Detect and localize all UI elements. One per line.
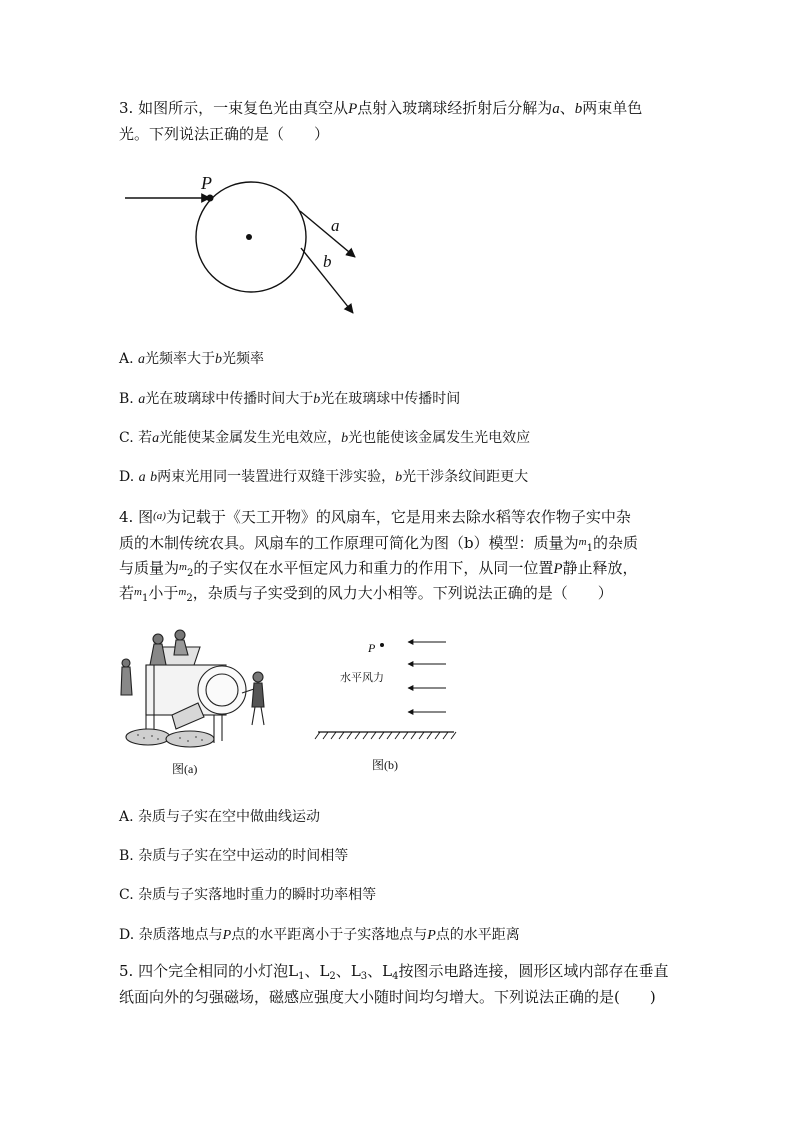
- fig-b-wind-label: 水平风力: [340, 671, 384, 684]
- q4-option-d[interactable]: D. 杂质落地点与P点的水平距离小于子实落地点与P点的水平距离: [119, 927, 520, 943]
- fig-a-winnowing-machine-illustration: [118, 625, 268, 750]
- q3-option-c[interactable]: C. 若a光能使某金属发生光电效应，b光也能使该金属发生光电效应: [119, 430, 531, 446]
- q4-option-b[interactable]: B. 杂质与子实在空中运动的时间相等: [119, 848, 349, 864]
- sphere-center-dot: [246, 234, 252, 240]
- q4-stem-line2: 质的木制传统农具。风扇车的工作原理可简化为图（b）模型：质量为$^m_1$的杂质: [119, 534, 638, 554]
- q3-option-b[interactable]: B. a光在玻璃球中传播时间大于b光在玻璃球中传播时间: [119, 391, 461, 407]
- fig-b-wind-model-diagram: [312, 628, 462, 743]
- ground-hatching: [315, 732, 456, 739]
- fig-b-caption: 图(b): [372, 758, 398, 772]
- q5-stem-line1: 5. 四个完全相同的小灯泡$L_1$、$L_2$、$L_3$、$L_4$按图示电路连接，圆形区域内部存在垂直: [119, 962, 669, 982]
- q3-option-a[interactable]: A. a光频率大于b光频率: [119, 351, 265, 367]
- q4-stem-line1: 4. 图$^{(a)}$为记载于《天工开物》的风扇车，它是用来去除水稻等农作物子实中杂: [119, 508, 631, 526]
- q3-stem-line2: 光。下列说法正确的是（ ）: [119, 125, 330, 143]
- q4-stem-line4: 若$^m_1$小于$^m_2$，杂质与子实受到的风力大小相等。下列说法正确的是（ ）: [119, 584, 613, 604]
- fig-b-label-p: P: [368, 641, 376, 655]
- ray-a: [300, 211, 355, 257]
- label-b: b: [323, 252, 332, 271]
- point-p-dot: [207, 195, 214, 202]
- q5-stem-line2: 纸面向外的匀强磁场，磁感应强度大小随时间均匀增大。下列说法正确的是( ): [119, 988, 656, 1006]
- label-p: P: [201, 173, 212, 193]
- q4-option-c[interactable]: C. 杂质与子实落地时重力的瞬时功率相等: [119, 887, 377, 903]
- fig-a-caption: 图(a): [172, 762, 198, 776]
- q3-refraction-diagram: [115, 165, 375, 325]
- q4-option-a[interactable]: A. 杂质与子实在空中做曲线运动: [119, 809, 321, 825]
- label-a: a: [331, 216, 340, 235]
- q4-stem-line3: 与质量为$^m_2$的子实仅在水平恒定风力和重力的作用下，从同一位置P静止释放，: [119, 559, 638, 579]
- q3-stem-line1: 3. 如图所示，一束复色光由真空从P点射入玻璃球经折射后分解为a、b两束单色: [119, 99, 643, 117]
- q3-option-d[interactable]: D. a b两束光用同一装置进行双缝干涉实验，b光干涉条纹间距更大: [119, 469, 529, 485]
- fig-b-point-p-dot: [380, 643, 384, 647]
